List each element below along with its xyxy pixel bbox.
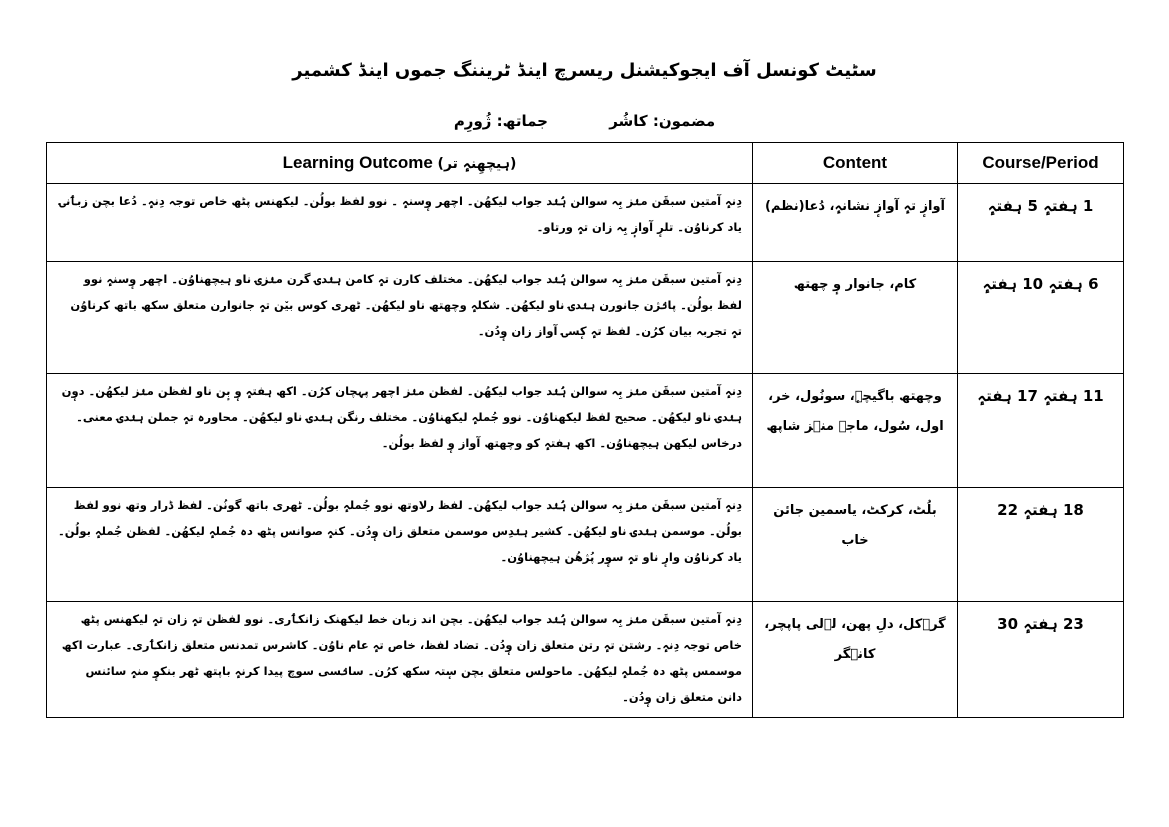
learning-outcome-header-ur: (ہیچھِنہٕ تر)	[437, 156, 517, 172]
learning-outcome-header-en: Learning Outcome	[282, 153, 433, 172]
subject-label: مضمون: کاشُر	[609, 112, 716, 130]
learning-outcome-header	[47, 143, 753, 184]
content-cell: وچھتھ باگیچہٕ، سونُول، خر، اول، سُول، ماجہ منٛز شاپھ	[753, 374, 958, 488]
table-row	[47, 602, 1124, 718]
content-header: Content	[753, 143, 958, 184]
table-row	[47, 488, 1124, 602]
outcome-cell: دِنہٕ آمتین سبقَن منٛز بِہ سوالن ہُنٛد جواب لیکھُن۔ لفظن منٛز اچھر پہچان کرُن۔ اکھ ہفتہٕ وٕ بٕن ناو لفظن منٛز لیکھُن۔ دوٕن ہنٛدۍ ناو لیکھُن۔ صحیح لفظ لیکھناوُن۔ نوو جُملہٕ لیکھناوُن۔ مختلف رنگن ہنٛدۍ ناو لیکھُن۔ محاورہ تہٕ جملن ہنٛدۍ معنی۔ درخاس لیکھن ہیچھناوُن۔ اکھ ہفتہٕ کو وچھتھ آواز وٕ لفظ بولُن۔	[47, 374, 753, 488]
period-cell: 18 ہفتہٕ 22	[958, 488, 1124, 602]
period-cell: 23 ہفتہٕ 30	[958, 602, 1124, 718]
curriculum-table	[46, 142, 1124, 718]
outcome-cell: دِنہٕ آمتین سبقَن منٛز بِہ سوالن ہُنٛد جواب لیکھُن۔ مختلف کارن تہٕ کامن ہنٛدۍ گرن منٛزۍ ناو ہیچھناوُن۔ اچھر وٕسنہٕ نوو لفظ بولُن۔ پانٛژن جانورن ہنٛدۍ ناو لیکھُن۔ شکلہٕ وچھتھ ناو لیکھُن۔ ٹھری کوس بیٚن تہٕ جانوارن متعلق سکھ باتھ کرناوُن تہٕ تجربہ بیان کرُن۔ لفظ تہٕ کٕسۍ آواز زان وٕدُن۔	[47, 262, 753, 374]
content-cell: بلُٹ، کرکٹ، یاسمین جائن خاب	[753, 488, 958, 602]
table-row	[47, 262, 1124, 374]
outcome-cell: دِنہٕ آمتین سبقَن منٛز بِہ سوالن ہُنٛد جواب لیکھُن۔ اچھر وٕسنہٕ ۔ نوو لفظ بولُن۔ لیکھنس پٹھ خاص توجہ دِنہٕ۔ دُعا بچن زبٲنۍ یاد کرناوُن۔ تلرٕ آوازٕ بِہ زان تہٕ ورتاو۔	[47, 184, 753, 262]
table-row	[47, 184, 1124, 262]
period-header: Course/Period	[958, 143, 1124, 184]
outcome-cell: دِنہٕ آمتین سبقَن منٛز بِہ سوالن ہُنٛد جواب لیکھُن۔ بچن اند زبان خط لیکھنک زانکٲری۔ نوو لفظن تہٕ زان تہٕ لیکھنس پٹھ خاص توجہ دِنہٕ۔ رشتن تہٕ رتن متعلق زان وٕدُن۔ تضاد لفظ، خاص تہٕ عام ناوُن۔ کاشرس تمدنس متعلق زانکٲری۔ عبارت اکھ موسمس پٹھ دہ جُملہٕ لیکھُن۔ ماحولس متعلق بچن سٕتہ سکھ کرُن۔ سانٛسی سوچ پیدا کرنہٕ باپتھ ٹھر بنکوٕ منہٕ سائنس دانن متعلق زان وٕدُن۔	[47, 602, 753, 718]
page-title: سٹیٹ کونسل آف ایجوکیشنل ریسرچ اینڈ ٹریننگ جموں اینڈ کشمیر	[292, 60, 877, 81]
table-header-row	[47, 143, 1124, 184]
period-cell: 6 ہفتہٕ 10 ہفتہٕ	[958, 262, 1124, 374]
outcome-cell: دِنہٕ آمتین سبقَن منٛز بِہ سوالن ہُنٛد جواب لیکھُن۔ لفظ رلاوتھ نوو جُملہٕ بولُن۔ ٹھری باتھ گونُن۔ لفظ ڈرار وتھ نوو لفظ بولُن۔ موسمن ہنٛدۍ ناو لیکھُن۔ کشیر ہنٛدِس موسمن متعلق زان وٕدُن۔ کنہٕ صوانس پٹھ دہ جُملہٕ لیکھُن۔ لفظن جُملہٕ بولُن۔ یاد کرناوُن وارٕ ناو تہٕ سوٕر پُژھُن ہیچھناوُن۔	[47, 488, 753, 602]
subject-class-line	[0, 112, 1169, 130]
content-cell: گرٛکل، دلِ پھن، لٲلی پاپچر، کانٛگر	[753, 602, 958, 718]
content-cell: کام، جانوار وٕ چھتھ	[753, 262, 958, 374]
class-label: جماتھ: ژُورِم	[453, 112, 548, 130]
period-cell: 1 ہفتہٕ 5 ہفتہٕ	[958, 184, 1124, 262]
content-cell: آوازٕ تہٕ آوازٕ نشانہٕ، دُعا(نظم)	[753, 184, 958, 262]
period-cell: 11 ہفتہٕ 17 ہفتہٕ	[958, 374, 1124, 488]
table-row	[47, 374, 1124, 488]
